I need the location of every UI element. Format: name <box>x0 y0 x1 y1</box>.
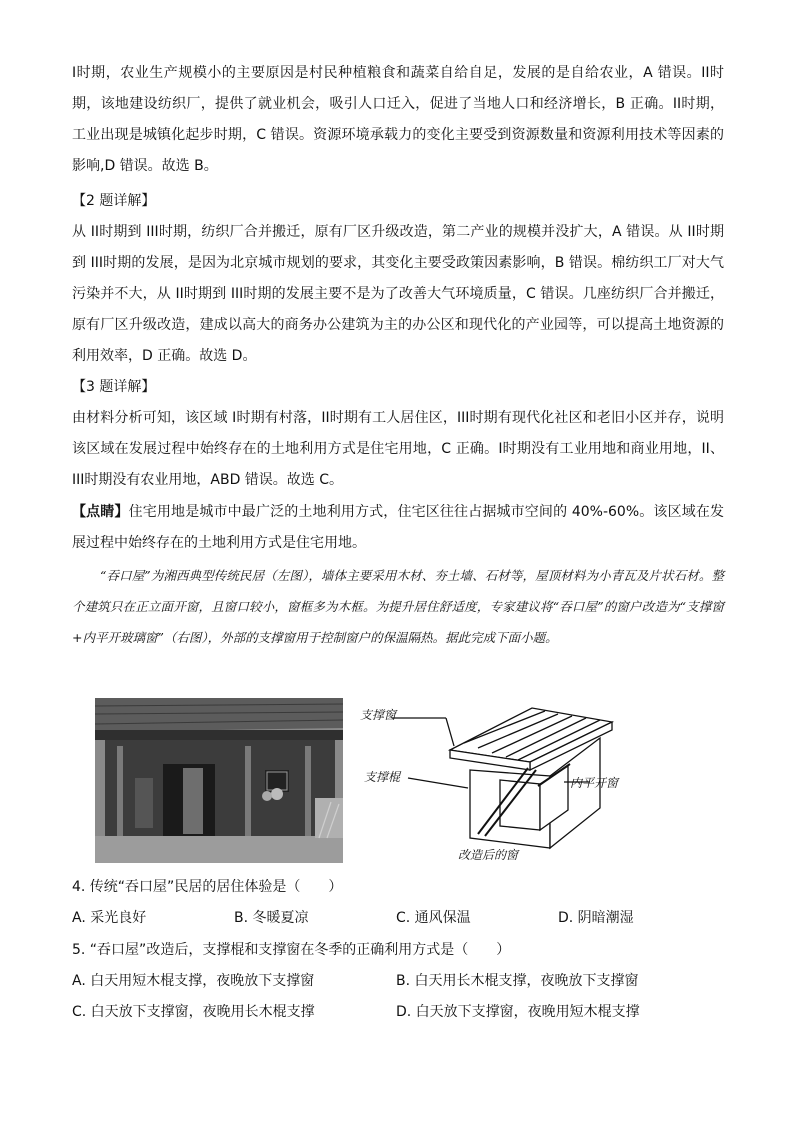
window-diagram <box>350 698 640 870</box>
answer-paragraph-1: I时期，农业生产规模小的主要原因是村民种植粮食和蔬菜自给自足，发展的是自给农业，A 错误。II时期，该地建设纺织厂，提供了就业机会，吸引人口迁入，促进了当地人口和经济增长，B 正确。II时期，工业出现是城镇化起步时期，C 错误。资源环境承载力的变化主要受到资源数量和资源利用技术等因素的影响,D 错误。故选 B。 <box>72 65 724 174</box>
house-photo <box>95 698 343 863</box>
q4-option-c: C. 通风保温 <box>396 910 471 926</box>
label-support-window: 支撑窗 <box>360 708 397 722</box>
question-5: 5. “吞口屋”改造后，支撑棍和支撑窗在冬季的正确利用方式是（ ） <box>72 942 511 958</box>
material-paragraph: “吞口屋”为湘西典型传统民居（左图），墙体主要采用木材、夯土墙、石材等，屋顶材料为小青瓦及片状石材。整个建筑只在正立面开窗，且窗口较小，窗框多为木框。为提升居住舒适度，专家建议将“吞口屋”的窗户改造为“支撑窗+内平开玻璃窗”（右图），外部的支撑窗用于控制窗户的保温隔热。据此完成下面小题。 <box>72 568 724 645</box>
question-4: 4. 传统“吞口屋”民居的居住体验是（ ） <box>72 879 343 895</box>
key-point-paragraph <box>72 497 724 559</box>
key-point-text: 住宅用地是城市中最广泛的土地利用方式，住宅区往往占据城市空间的 40%-60%。该区域在发展过程中始终存在的土地利用方式是住宅用地。 <box>72 504 725 551</box>
diagram-caption: 改造后的窗 <box>458 848 519 862</box>
answer-paragraph-3: 由材料分析可知，该区域 I时期有村落，II时期有工人居住区，III时期有现代化社区和老旧小区并存，说明该区域在发展过程中始终存在的土地利用方式是住宅用地，C 正确。I时期没有工业用地和商业用地，II、III时期没有农业用地，ABD 错误。故选 C。 <box>72 410 724 488</box>
q5-option-a: A. 白天用短木棍支撑，夜晚放下支撑窗 <box>72 973 315 989</box>
key-point-label: 【点睛】 <box>72 504 129 520</box>
q5-option-b: B. 白天用长木棍支撑，夜晚放下支撑窗 <box>396 973 639 989</box>
q4-option-b: B. 冬暖夏凉 <box>234 910 309 926</box>
label-support-stick: 支撑棍 <box>364 770 401 784</box>
q4-option-a: A. 采光良好 <box>72 910 147 926</box>
q5-option-c: C. 白天放下支撑窗，夜晚用长木棍支撑 <box>72 1004 315 1020</box>
label-inner-window: 内平开窗 <box>570 776 619 790</box>
answer-paragraph-2: 从 II时期到 III时期，纺织厂合并搬迁，原有厂区升级改造，第二产业的规模并没扩大，A 错误。从 II时期到 III时期的发展，是因为北京城市规划的要求，其变化主要受政策因素影响，B 错误。棉纺织工厂对大气污染并不大，从 II时期到 III时期的发展主要不是为了改善大气环境质量，C 错误。几座纺织厂合并搬迁，原有厂区升级改造，建成以高大的商务办公建筑为主的办公区和现代化的产业园等，可以提高土地资源的利用效率，D 正确。故选 D。 <box>72 224 724 364</box>
section-heading-3: 【3 题详解】 <box>72 379 156 395</box>
section-heading-2: 【2 题详解】 <box>72 193 156 209</box>
q4-option-d: D. 阴暗潮湿 <box>558 910 634 926</box>
q5-option-d: D. 白天放下支撑窗，夜晚用短木棍支撑 <box>396 1004 640 1020</box>
